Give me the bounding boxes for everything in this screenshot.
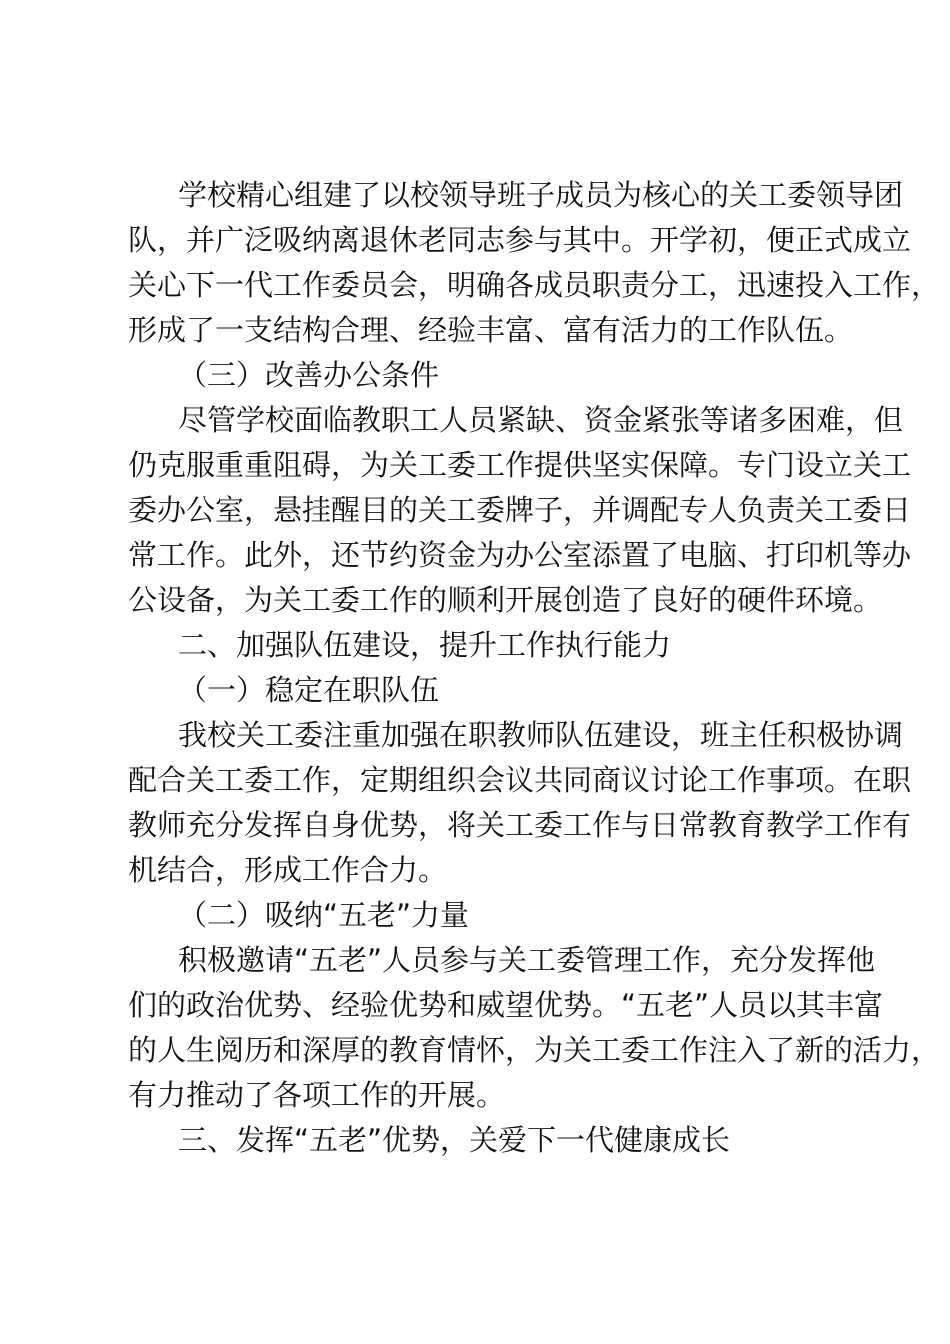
paragraph-line: 公设备，为关工委工作的顺利开展创造了良好的硬件环境。 (128, 583, 883, 617)
paragraph-line: 形成了一支结构合理、经验丰富、富有活力的工作队伍。 (128, 313, 854, 347)
paragraph-line: 尽管学校面临教职工人员紧缺、资金紧张等诸多困难，但 (178, 403, 904, 437)
subsection-heading: （二）吸纳“五老”力量 (178, 898, 470, 932)
subsection-heading: （一）稳定在职队伍 (178, 673, 440, 707)
paragraph-line: 教师充分发挥自身优势，将关工委工作与日常教育教学工作有 (128, 808, 912, 842)
paragraph-line: 常工作。此外，还节约资金为办公室添置了电脑、打印机等办 (128, 538, 912, 572)
paragraph-line: 机结合，形成工作合力。 (128, 853, 448, 887)
paragraph-line: 关心下一代工作委员会，明确各成员职责分工，迅速投入工作， (128, 268, 941, 302)
paragraph-line: 的人生阅历和深厚的教育情怀，为关工委工作注入了新的活力， (128, 1033, 941, 1067)
paragraph-line: 积极邀请“五老”人员参与关工委管理工作，充分发挥他 (178, 943, 876, 977)
paragraph-line: 仍克服重重阻碍，为关工委工作提供坚实保障。专门设立关工 (128, 448, 912, 482)
paragraph-line: 队，并广泛吸纳离退休老同志参与其中。开学初，便正式成立 (128, 223, 912, 257)
section-heading: 三、发挥“五老”优势，关爱下一代健康成长 (178, 1123, 731, 1157)
paragraph-line: 配合关工委工作，定期组织会议共同商议讨论工作事项。在职 (128, 763, 912, 797)
paragraph-line: 们的政治优势、经验优势和威望优势。“五老”人员以其丰富 (128, 988, 884, 1022)
paragraph-line: 委办公室，悬挂醒目的关工委牌子，并调配专人负责关工委日 (128, 493, 912, 527)
paragraph-line: 我校关工委注重加强在职教师队伍建设，班主任积极协调 (178, 718, 904, 752)
paragraph-line: 学校精心组建了以校领导班子成员为核心的关工委领导团 (178, 178, 904, 212)
section-heading: （三）改善办公条件 (178, 358, 440, 392)
section-heading: 二、加强队伍建设，提升工作执行能力 (178, 628, 672, 662)
paragraph-line: 有力推动了各项工作的开展。 (128, 1078, 506, 1112)
